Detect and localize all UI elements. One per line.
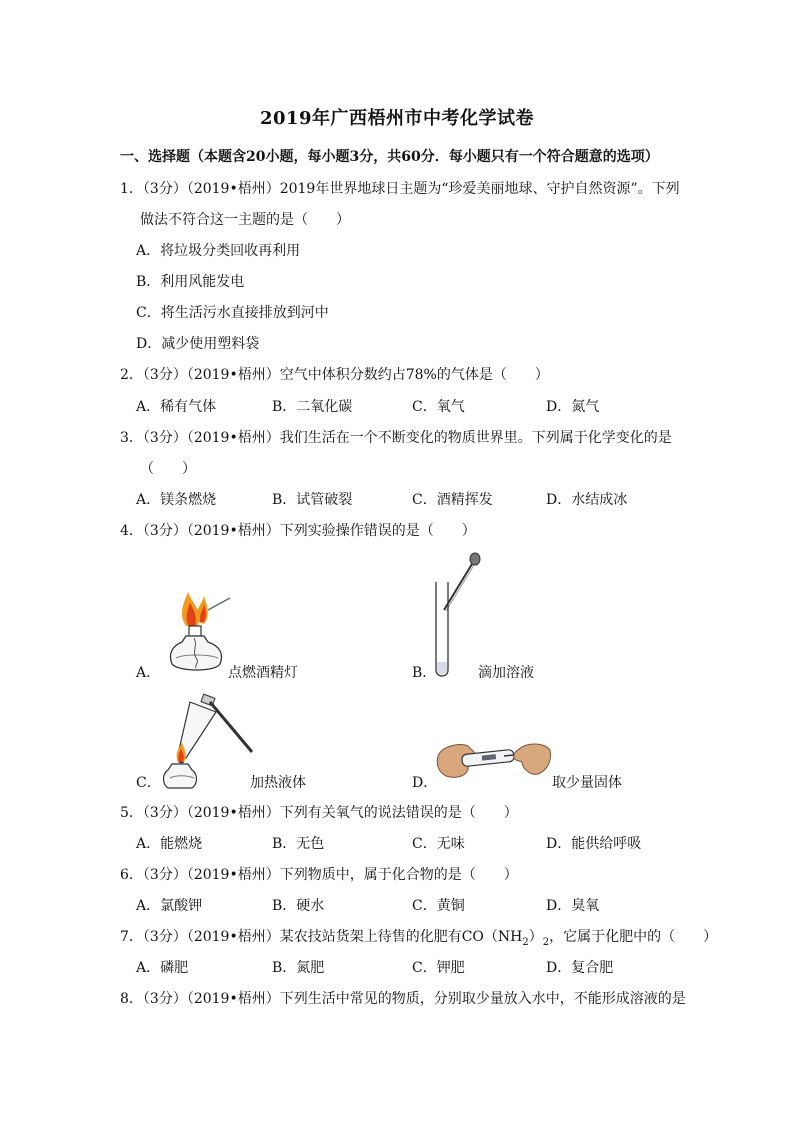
question-1-option-a[interactable]: A．将垃圾分类回收再利用 [136,243,301,259]
question-2-option-d[interactable]: D．氮气 [546,399,600,415]
question-3-option-d[interactable]: D．水结成冰 [546,492,628,508]
question-2-option-a[interactable]: A．稀有气体 [136,399,217,415]
question-7-stem-part: ） [528,929,543,945]
question-7-stem-part: 7．（3分）（2019•梧州）某农技站货架上待售的化肥有CO（NH [120,929,523,945]
question-7-stem [120,926,717,948]
question-7-option-c[interactable]: C．钾肥 [412,960,465,976]
question-4-figure-b-caption: 滴加溶液 [478,665,534,681]
question-4-figure-a-letter[interactable]: A． [136,665,161,681]
question-6-option-c[interactable]: C．黄铜 [412,898,465,914]
question-5-option-b[interactable]: B．无色 [272,836,325,852]
question-7-option-a[interactable]: A．磷肥 [136,960,189,976]
section-heading: 一、选择题（本题含20小题，每小题3分，共60分．每小题只有一个符合题意的选项） [120,149,659,165]
question-5-option-a[interactable]: A．能燃烧 [136,836,203,852]
question-7-subscript: 2 [542,936,550,948]
question-5-option-c[interactable]: C．无味 [412,836,465,852]
question-5-option-d[interactable]: D．能供给呼吸 [546,836,642,852]
question-4-figure-a-caption: 点燃酒精灯 [228,665,298,681]
question-4-figure-d-caption: 取少量固体 [552,775,622,791]
question-7-option-d[interactable]: D．复合肥 [546,960,614,976]
question-4-stem: 4．（3分）（2019•梧州）下列实验操作错误的是（ ） [120,523,476,539]
alcohol-lamp-ignition-icon [158,588,238,678]
question-7-subscript: 2 [522,936,529,948]
question-4-figure-b-letter[interactable]: B． [412,665,437,681]
question-2-option-b[interactable]: B．二氧化碳 [272,399,353,415]
question-4-figure-c-letter[interactable]: C． [136,775,161,791]
question-6-option-d[interactable]: D．臭氧 [546,898,600,914]
question-6-option-a[interactable]: A．氯酸钾 [136,898,203,914]
question-4-figure-d-letter[interactable]: D． [412,775,438,791]
question-6-stem: 6．（3分）（2019•梧州）下列物质中，属于化合物的是（ ） [120,867,518,883]
question-1-option-c[interactable]: C．将生活污水直接排放到河中 [136,305,329,321]
question-3-option-c[interactable]: C．酒精挥发 [412,492,493,508]
page-title: 2019年广西梧州市中考化学试卷 [259,108,535,129]
question-1-stem-continued: 做法不符合这一主题的是（ ） [140,212,350,228]
question-4-figure-c-caption: 加热液体 [250,775,306,791]
question-2-option-c[interactable]: C．氧气 [412,399,465,415]
question-8-stem: 8．（3分）（2019•梧州）下列生活中常见的物质，分别取少量放入水中，不能形成溶液的是 [120,991,686,1007]
question-1-option-b[interactable]: B．利用风能发电 [136,274,245,290]
question-7-option-b[interactable]: B．氮肥 [272,960,325,976]
question-1-option-d[interactable]: D．减少使用塑料袋 [136,336,260,352]
question-3-stem-continued: （ ） [140,461,196,477]
question-5-stem: 5．（3分）（2019•梧州）下列有关氧气的说法错误的是（ ） [120,805,518,821]
question-6-option-b[interactable]: B．硬水 [272,898,325,914]
question-2-stem: 2．（3分）（2019•梧州）空气中体积分数约占78%的气体是（ ） [120,367,549,383]
question-7-stem-part: ，它属于化肥中的（ ） [549,929,718,945]
taking-solid-icon [434,736,552,786]
question-3-stem: 3．（3分）（2019•梧州）我们生活在一个不断变化的物质世界里。下列属于化学变化的是 [120,430,672,446]
question-1-stem: 1．（3分）（2019•梧州）2019年世界地球日主题为“珍爱美丽地球、守护自然资源”。下列 [120,181,680,197]
question-3-option-b[interactable]: B．试管破裂 [272,492,353,508]
question-3-option-a[interactable]: A．镁条燃烧 [136,492,217,508]
